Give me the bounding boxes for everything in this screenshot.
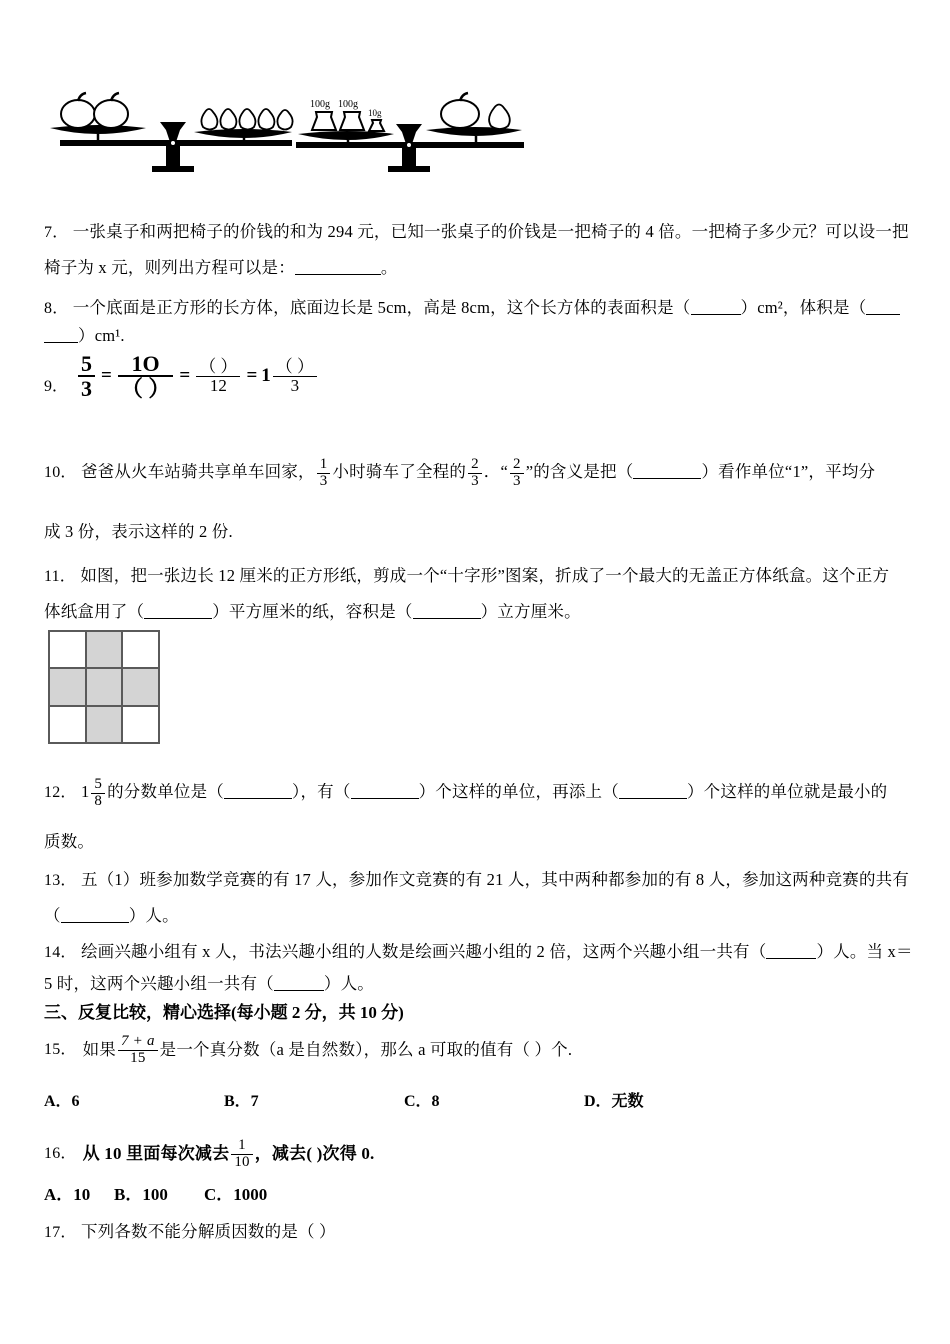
question-14-text: 绘画兴趣小组有 x 人，书法兴趣小组的人数是绘画兴趣小组的 2 倍，这两个兴趣小组一共有（	[80, 942, 767, 961]
fraction-blank-over-three: $\frac{( )}{3}$	[273, 358, 317, 395]
equals-sign: =	[101, 365, 112, 387]
question-11-text: 如图，把一张边长 12 厘米的正方形纸，剪成一个“十字形”图案，折成了一个最大的无盖正方体纸盒。这个正方	[80, 566, 890, 585]
question-15-options	[44, 1088, 644, 1111]
question-11-line-2	[44, 592, 581, 632]
answer-blank[interactable]	[351, 798, 419, 799]
question-10-seg-5: ）看作单位“1”，平均分	[701, 462, 876, 481]
fraction-five-thirds: $\frac{5}{3}$	[78, 352, 95, 400]
question-7-number: 7．	[44, 224, 69, 241]
question-12-seg-2: ），有（	[292, 782, 351, 801]
svg-text:100g: 100g	[338, 99, 358, 110]
question-14-text-tail: ）人。	[323, 974, 374, 993]
mixed-number-one-and-five-eighths: 1 $\frac{5}{8}$	[81, 772, 107, 812]
option-d[interactable]: D．无数	[584, 1093, 644, 1110]
fraction-two-thirds-quoted: $\frac{2}{3}$	[510, 457, 524, 490]
question-13-line-1	[44, 860, 909, 901]
question-13-text-end: ）人。	[128, 906, 179, 925]
question-17	[44, 1212, 336, 1253]
question-10-line-1	[44, 452, 875, 493]
fraction-two-thirds: $\frac{2}{3}$	[468, 457, 482, 490]
option-b[interactable]: B．7	[224, 1093, 259, 1110]
question-13-number: 13．	[44, 872, 77, 889]
question-12-line-1	[44, 772, 887, 813]
grid-cell-1-2	[123, 669, 158, 704]
option-c[interactable]: C．8	[404, 1093, 440, 1110]
question-14-number: 14．	[44, 944, 77, 961]
option-c[interactable]: C．1000	[204, 1185, 268, 1204]
grid-cell-0-2	[123, 632, 158, 667]
question-14-text-cont: 5 时，这两个兴趣小组一共有（	[44, 974, 274, 993]
question-13-text-cont: （	[44, 906, 61, 925]
whole-number-part: 1	[261, 365, 271, 387]
question-8-text-mid: ）cm²，体积是（	[740, 298, 867, 317]
question-13-text: 五（1）班参加数学竞赛的有 17 人，参加作文竞赛的有 21 人，其中两种都参加的有 8 人，参加这两种竞赛的共有	[80, 870, 910, 889]
answer-blank[interactable]	[766, 958, 816, 959]
question-15	[44, 1030, 572, 1070]
question-11-text-mid: ）平方厘米的纸，容积是（	[212, 602, 413, 621]
question-12-number: 12．	[44, 784, 77, 801]
question-16-seg-1: 从 10 里面每次减去	[82, 1144, 230, 1163]
option-b[interactable]: B．100	[114, 1185, 168, 1204]
question-11-text-cont: 体纸盒用了（	[44, 602, 145, 621]
answer-blank[interactable]	[61, 922, 129, 923]
section-3-heading: 三、反复比较，精心选择(每小题 2 分，共 10 分)	[44, 1003, 404, 1022]
grid-cell-0-1	[87, 632, 122, 667]
fraction-blank-over-twelve: $\frac{( )}{12}$	[196, 358, 240, 395]
question-10-seg-4: ”的含义是把（	[525, 462, 634, 481]
equals-sign: =	[179, 365, 191, 387]
option-a[interactable]: A．6	[44, 1093, 80, 1110]
question-11-line-1	[44, 556, 889, 597]
question-14-line-2	[44, 964, 374, 1004]
question-7-text-cont: 椅子为 x 元，则列出方程可以是：	[44, 258, 295, 277]
option-a[interactable]: A．10	[44, 1185, 91, 1204]
fraction-five-eighths: $\frac{5}{8}$	[91, 777, 105, 810]
answer-blank[interactable]	[691, 314, 741, 315]
question-9-number: 9．	[44, 378, 69, 396]
balance-scale-svg	[48, 72, 528, 172]
question-10-number: 10．	[44, 464, 77, 481]
fraction-ten-over-blank: $\frac{1O}{( )}$	[118, 352, 174, 400]
answer-blank[interactable]	[619, 798, 687, 799]
question-10-seg-2: 小时骑车了全程的	[332, 462, 467, 481]
question-17-text: 下列各数不能分解质因数的是（ ）	[80, 1222, 336, 1241]
question-15-number: 15．	[44, 1041, 77, 1058]
question-10-seg-3: ．“	[483, 462, 508, 481]
question-16-options	[44, 1180, 267, 1205]
question-8-period: .	[120, 326, 125, 345]
answer-blank[interactable]	[413, 618, 481, 619]
equals-sign: =	[246, 365, 258, 387]
question-14-text-end: ）人。当 x＝	[816, 942, 913, 961]
grid-cell-0-0	[50, 632, 85, 667]
question-12-line-2	[44, 822, 94, 862]
answer-blank[interactable]	[274, 990, 324, 991]
question-7-line-2	[44, 248, 398, 288]
answer-blank[interactable]	[224, 798, 292, 799]
balance-scale-illustration	[48, 72, 528, 177]
answer-blank[interactable]	[295, 274, 381, 275]
question-7-line-1	[44, 212, 909, 253]
answer-blank[interactable]	[866, 314, 900, 315]
question-15-seg-1: 如果	[82, 1040, 117, 1059]
question-16-seg-2: ，减去( )次得 0.	[254, 1144, 375, 1163]
question-11-number: 11．	[44, 568, 77, 585]
answer-blank[interactable]	[633, 478, 701, 479]
grid-cell-2-2	[123, 707, 158, 742]
question-9	[44, 352, 319, 400]
question-12-text-cont: 质数。	[44, 832, 95, 851]
question-7-period: 。	[380, 258, 398, 277]
question-16	[44, 1134, 375, 1174]
grid-cell-2-0	[50, 707, 85, 742]
svg-text:10g: 10g	[368, 108, 382, 118]
cross-shape-grid	[48, 630, 160, 744]
question-12-seg-3: ）个这样的单位，再添上（	[418, 782, 619, 801]
question-16-number: 16．	[44, 1145, 77, 1162]
question-8-number: 8．	[44, 300, 69, 317]
question-12-seg-4: ）个这样的单位就是最小的	[686, 782, 888, 801]
fraction-one-third: $\frac{1}{3}$	[317, 457, 331, 490]
fraction-seven-plus-a-over-fifteen: $\frac{7 + a}{15}$	[118, 1034, 158, 1067]
question-15-seg-2: 是一个真分数（a 是自然数），那么 a 可取的值有（ ）个.	[159, 1040, 573, 1059]
answer-blank[interactable]	[144, 618, 212, 619]
question-11-text-end: ）立方厘米。	[480, 602, 581, 621]
question-10-text-cont: 成 3 份，表示这样的 2 份.	[44, 522, 233, 541]
answer-blank[interactable]	[44, 342, 78, 343]
question-10-seg-1: 爸爸从火车站骑共享单车回家，	[80, 462, 315, 481]
question-13-line-2	[44, 896, 179, 936]
question-10-line-2	[44, 512, 233, 552]
question-8-line-1	[44, 288, 900, 329]
fraction-one-tenth: $\frac{1}{10}$	[231, 1138, 252, 1171]
question-7-text: 一张桌子和两把椅子的价钱的和为 294 元，已知一张桌子的价钱是一把椅子的 4 倍。一把椅子多少元？可以设一把	[72, 222, 909, 241]
svg-text:100g: 100g	[310, 99, 330, 110]
question-8-text-cont: ）cm¹	[78, 326, 121, 345]
grid-cell-1-1	[87, 669, 122, 704]
question-17-number: 17．	[44, 1224, 77, 1241]
question-8-text: 一个底面是正方形的长方体，底面边长是 5cm，高是 8cm，这个长方体的表面积是（	[72, 298, 691, 317]
question-12-seg-1: 的分数单位是（	[107, 782, 224, 801]
grid-cell-2-1	[87, 707, 122, 742]
question-8-line-2	[44, 316, 125, 356]
grid-cell-1-0	[50, 669, 85, 704]
